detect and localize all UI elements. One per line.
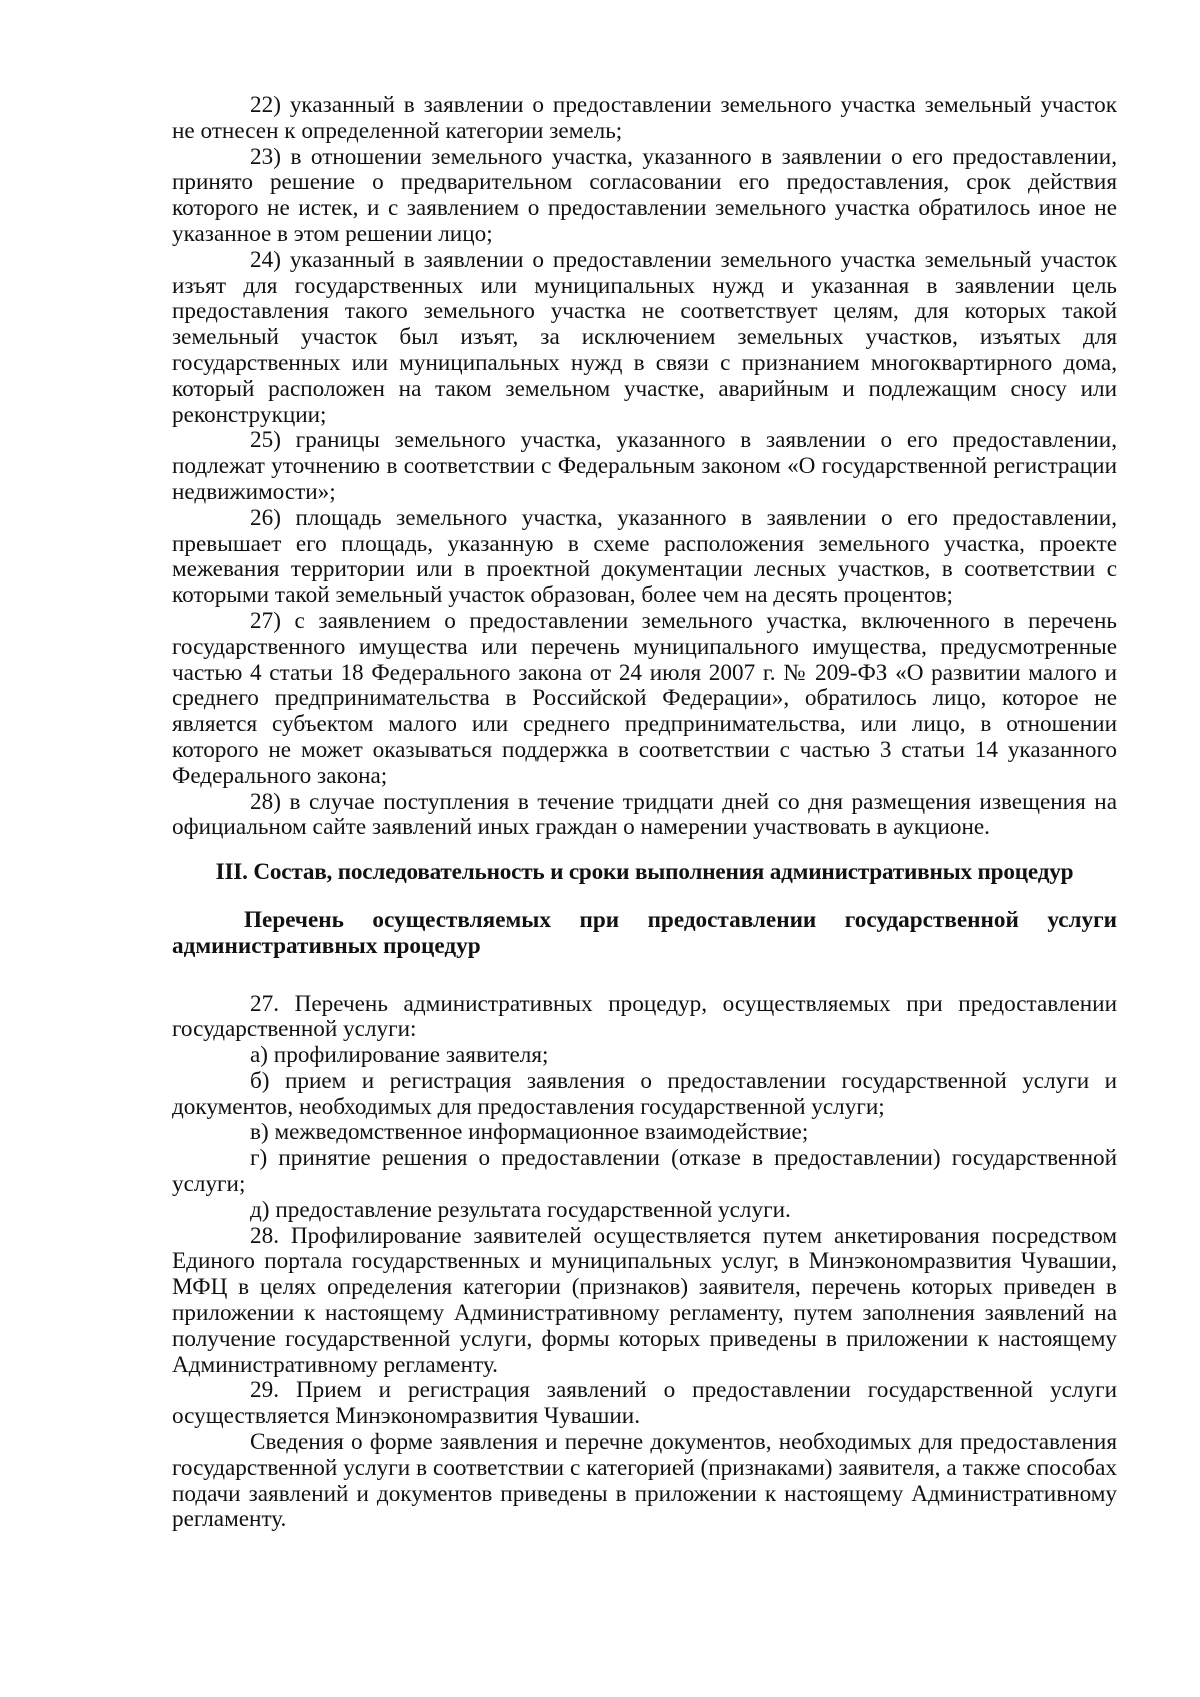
list-item-d: д) предоставление результата государственной услуги. <box>250 1196 791 1223</box>
list-item-a: а) профилирование заявителя; <box>250 1042 549 1069</box>
paragraph-item-28: 28) в случае поступления в течение тридцати дней со дня размещения извещения на официальном сайте заявлений иных граждан о намерении участвовать в аукционе. <box>172 788 1117 841</box>
document-body <box>172 93 1117 1533</box>
paragraph-27-procedures-list: 27. Перечень административных процедур, осуществляемых при предоставлении государственной услуги: <box>172 990 1117 1043</box>
list-item-g: г) принятие решения о предоставлении (отказе в предоставлении) государственной услуги; <box>172 1145 1117 1198</box>
paragraph-28-profiling: 28. Профилирование заявителей осуществляется путем анкетирования посредством Единого портала государственных и муниципальных услуг, в Минэкономразвития Чувашии, МФЦ в целях определения категории (признаков) заявителя, перечень которых приведен в приложении к настоящему Административному регламенту, путем заполнения заявлений на получение государственной услуги, формы которых приведены в приложении к настоящему Административному регламенту. <box>172 1222 1117 1378</box>
paragraph-item-25: 25) границы земельного участка, указанного в заявлении о его предоставлении, подлежат уточнению в соответствии с Федеральным законом «О государственной регистрации недвижимости»; <box>172 427 1117 505</box>
paragraph-item-24: 24) указанный в заявлении о предоставлении земельного участка земельный участок изъят для государственных или муниципальных нужд и указанная в заявлении цель предоставления такого земельного участка не соответствует целям, для которых такой земельный участок был изъят, за исключением земельных участков, изъятых для государственных или муниципальных нужд в связи с признанием многоквартирного дома, который расположен на таком земельном участке, аварийным и подлежащим сносу или реконструкции; <box>172 246 1117 428</box>
paragraph-item-23: 23) в отношении земельного участка, указанного в заявлении о его предоставлении, принято решение о предварительном согласовании его предоставления, срок действия которого не истек, и с заявлением о предоставлении земельного участка обратилось иное не указанное в этом решении лицо; <box>172 143 1117 247</box>
paragraph-form-info: Сведения о форме заявления и перечне документов, необходимых для предоставления государственной услуги в соответствии с категорией (признаками) заявителя, а также способах подачи заявлений и документов приведены в приложении к настоящему Административному регламенту. <box>172 1429 1117 1533</box>
section-title: III. Состав, последовательность и сроки выполнения административных процедур <box>215 859 1074 886</box>
paragraph-29-reception: 29. Прием и регистрация заявлений о предоставлении государственной услуги осуществляется Минэкономразвития Чувашии. <box>172 1377 1117 1430</box>
list-item-v: в) межведомственное информационное взаимодействие; <box>250 1119 809 1146</box>
paragraph-item-22: 22) указанный в заявлении о предоставлении земельного участка земельный участок не отнесен к определенной категории земель; <box>172 92 1117 144</box>
list-item-b: б) прием и регистрация заявления о предоставлении государственной услуги и документов, необходимых для предоставления государственной услуги; <box>172 1067 1117 1120</box>
subsection-title: Перечень осуществляемых при предоставлении государственной услуги административных процедур <box>172 906 1117 959</box>
paragraph-item-26: 26) площадь земельного участка, указанного в заявлении о его предоставлении, превышает его площадь, указанную в схеме расположения земельного участка, проекте межевания территории или в проектной документации лесных участков, в соответствии с которыми такой земельный участок образован, более чем на десять процентов; <box>172 504 1117 609</box>
paragraph-item-27: 27) с заявлением о предоставлении земельного участка, включенного в перечень государственного имущества или перечень муниципального имущества, предусмотренные частью 4 статьи 18 Федерального закона от 24 июля 2007 г. № 209-ФЗ «О развитии малого и среднего предпринимательства в Российской Федерации», обратилось лицо, которое не является субъектом малого или среднего предпринимательства, или лицо, в отношении которого не может оказываться поддержка в соответствии с частью 3 статьи 14 указанного Федерального закона; <box>172 607 1117 789</box>
